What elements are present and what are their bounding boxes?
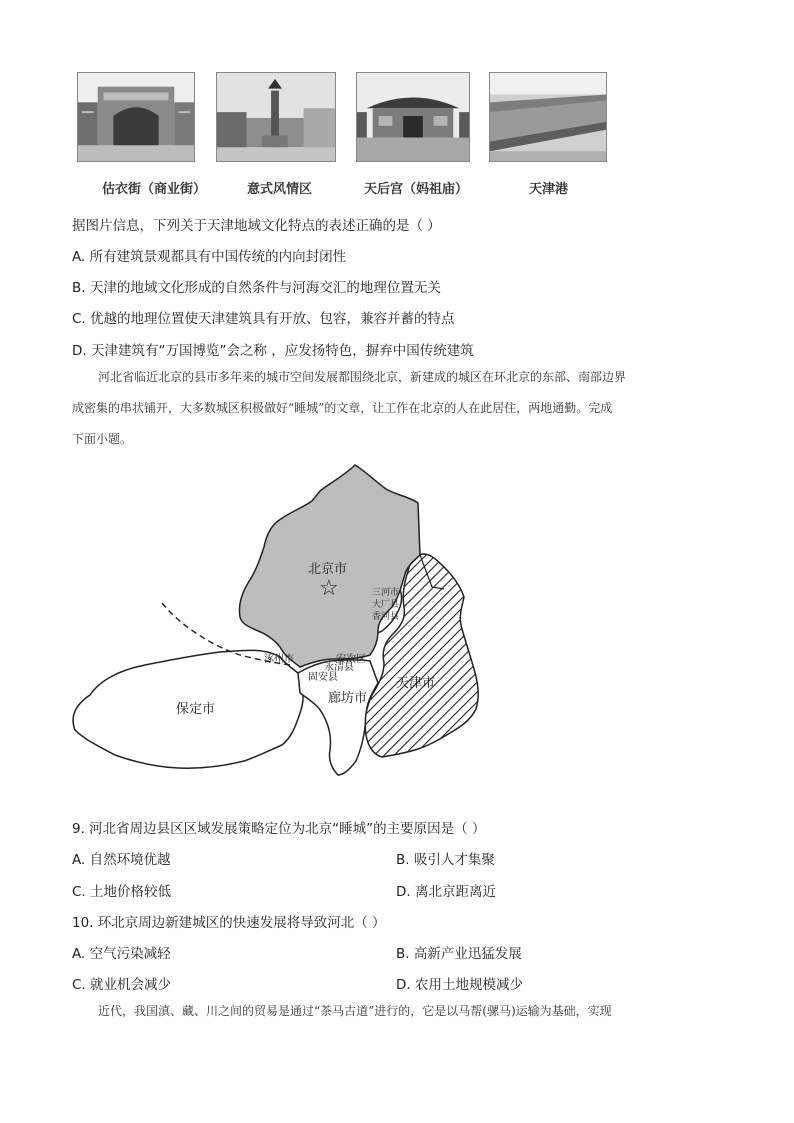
caption-italian-style-area: 意式风情区 [247,182,313,197]
photo-guyi-street-image [78,73,194,161]
question-9-stem: 9. 河北省周边县区区域发展策略定位为北京“睡城”的主要原因是（ ） [72,821,486,837]
beijing-label: 北京市 [308,562,348,577]
option-b: B. 天津的地域文化形成的自然条件与河海交汇的地理位置无关 [72,280,441,296]
xianghe-label: 香河县 [372,612,400,622]
passage-hebei-line-1: 河北省临近北京的县市多年来的城市空间发展都围绕北京，新建成的城区在环北京的东部、南部边界 [98,370,627,384]
q9-option-d: D. 离北京距离近 [396,884,496,900]
caption-tianjin-port: 天津港 [529,182,569,197]
option-c: C. 优越的地理位置使天津建筑具有开放、包容，兼容并蓄的特点 [72,311,455,327]
dachang-label: 大厂县 [372,600,400,610]
yongqing-label: 永清县 [324,662,354,673]
photo-tianjin-port-image [490,73,606,161]
question-10-stem: 10. 环北京周边新建城区的快速发展将导致河北（ ） [72,915,386,931]
tianjin-label: 天津市 [396,676,436,691]
caption-guyi-street: 估衣街（商业街） [102,182,207,197]
caption-tianhou-temple: 天后宫（妈祖庙） [364,182,469,197]
sanhe-label: 三河市 [372,588,400,598]
photo-tianjin-port [489,72,607,162]
passage-hebei-line-2: 成密集的串状铺开，大多数城区积极做好“睡城”的文章，让工作在北京的人在此居住，两地通勤。完成 [72,401,613,415]
capital-star: ☆ [319,576,339,601]
q9-option-b: B. 吸引人才集聚 [396,852,495,868]
passage-hebei-line-3: 下面小题。 [72,432,133,446]
passage-hebei [72,362,722,455]
langfang-label: 廊坊市 [328,691,368,706]
photo-italian-style-area-image [217,73,335,161]
option-d: D. 天津建筑有“万国博览”会之称 ，应发扬特色，摒弃中国传统建筑 [72,343,474,359]
region-map [60,455,500,785]
baoding-label: 保定市 [176,702,216,717]
q10-option-b: B. 高新产业迅猛发展 [396,946,522,962]
q10-option-c: C. 就业机会减少 [72,977,172,993]
q10-option-a: A. 空气污染减轻 [72,946,171,962]
zhuozhou-label: 涿州市 [264,654,294,665]
q9-option-a: A. 自然环境优越 [72,852,171,868]
photo-guyi-street [77,72,195,162]
q9-option-c: C. 土地价格较低 [72,884,172,900]
guan-label: 固安县 [308,672,338,683]
question-tianjin-stem: 据图片信息，下列关于天津地域文化特点的表述正确的是（ ） [72,218,441,234]
q10-option-d: D. 农用土地规模减少 [396,977,523,993]
passage-tea-horse-line-1: 近代，我国滇、藏、川之间的贸易是通过“茶马古道”进行的，它是以马帮(骡马)运输为基础，实现 [98,1004,612,1018]
option-a: A. 所有建筑景观都具有中国传统的内向封闭性 [72,249,347,265]
photo-italian-style-area [216,72,336,162]
photo-tianhou-temple-image [357,73,469,161]
photo-tianhou-temple [356,72,470,162]
anci-label: 安次区 [336,654,366,665]
passage-tea-horse [72,996,722,1027]
